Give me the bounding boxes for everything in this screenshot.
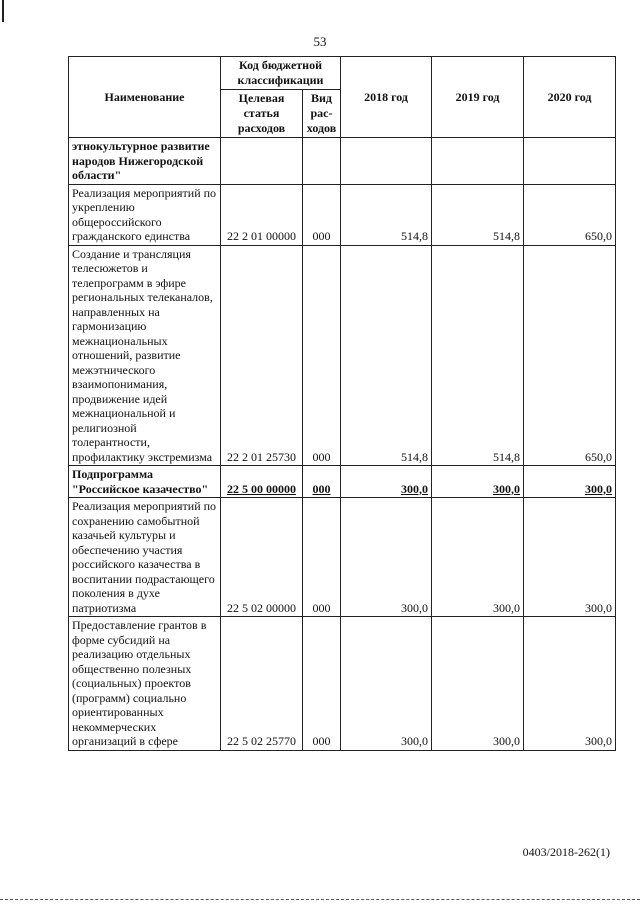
budget-table	[68, 56, 616, 751]
row-target-article: 22 2 01 00000	[221, 184, 303, 245]
table-row	[69, 466, 616, 498]
row-value-2019: 300,0	[432, 466, 524, 498]
bottom-divider	[0, 899, 640, 900]
header-2020: 2020 год	[524, 57, 616, 138]
row-value-2019: 300,0	[432, 498, 524, 617]
row-value-2019: 514,8	[432, 245, 524, 466]
table-row	[69, 245, 616, 466]
document-reference: 0403/2018-262(1)	[522, 845, 610, 859]
row-value-2019	[432, 138, 524, 185]
row-target-article: 22 2 01 25730	[221, 245, 303, 466]
row-value-2018: 514,8	[341, 245, 432, 466]
row-target-article	[221, 138, 303, 185]
header-2019: 2019 год	[432, 57, 524, 138]
header-name: Наименование	[69, 57, 221, 138]
row-name: Реализация мероприятий по сохранению самобытной казачьей культуры и обеспечению участия российского казачества в воспитании подрастающего поколения в духе патриотизма	[69, 498, 221, 617]
row-target-article: 22 5 00 00000	[221, 466, 303, 498]
row-expense-type	[303, 138, 341, 185]
row-value-2018: 300,0	[341, 466, 432, 498]
row-name: этнокультурное развитие народов Нижегородской области"	[69, 138, 221, 185]
header-budget-code-group: Код бюджетной классификации	[221, 57, 341, 90]
row-value-2020: 650,0	[524, 245, 616, 466]
row-target-article: 22 5 02 00000	[221, 498, 303, 617]
header-target-article: Целевая статья расходов	[221, 90, 303, 138]
table-row	[69, 617, 616, 751]
page-number: 53	[313, 34, 327, 49]
row-value-2018: 514,8	[341, 184, 432, 245]
table-row	[69, 498, 616, 617]
row-value-2020: 650,0	[524, 184, 616, 245]
table-row	[69, 184, 616, 245]
header-expense-type: Вид рас-ходов	[303, 90, 341, 138]
row-target-article: 22 5 02 25770	[221, 617, 303, 751]
row-value-2020: 300,0	[524, 466, 616, 498]
row-expense-type: 000	[303, 184, 341, 245]
row-name: Создание и трансляция телесюжетов и телепрограмм в эфире региональных телеканалов, направленных на гармонизацию межнациональных отношений, развитие межэтнического взаимопонимания, продвижение идей межнациональной и религиозной толерантности, профилактику экстремизма	[69, 245, 221, 466]
row-expense-type: 000	[303, 498, 341, 617]
row-value-2020	[524, 138, 616, 185]
table-row	[69, 138, 616, 185]
row-name: Подпрограмма "Российское казачество"	[69, 466, 221, 498]
row-value-2018	[341, 138, 432, 185]
row-name: Реализация мероприятий по укреплению общероссийского гражданского единства	[69, 184, 221, 245]
header-row	[69, 57, 616, 90]
row-value-2018: 300,0	[341, 498, 432, 617]
row-expense-type: 000	[303, 466, 341, 498]
row-value-2019: 514,8	[432, 184, 524, 245]
row-expense-type: 000	[303, 617, 341, 751]
row-value-2019: 300,0	[432, 617, 524, 751]
row-value-2020: 300,0	[524, 617, 616, 751]
row-name: Предоставление грантов в форме субсидий на реализацию отдельных общественно полезных (социальных) проектов (программ) социально ориентированных некоммерческих организаций в сфере	[69, 617, 221, 751]
header-2018: 2018 год	[341, 57, 432, 138]
left-margin-mark	[2, 0, 4, 22]
row-value-2020: 300,0	[524, 498, 616, 617]
row-expense-type: 000	[303, 245, 341, 466]
row-value-2018: 300,0	[341, 617, 432, 751]
